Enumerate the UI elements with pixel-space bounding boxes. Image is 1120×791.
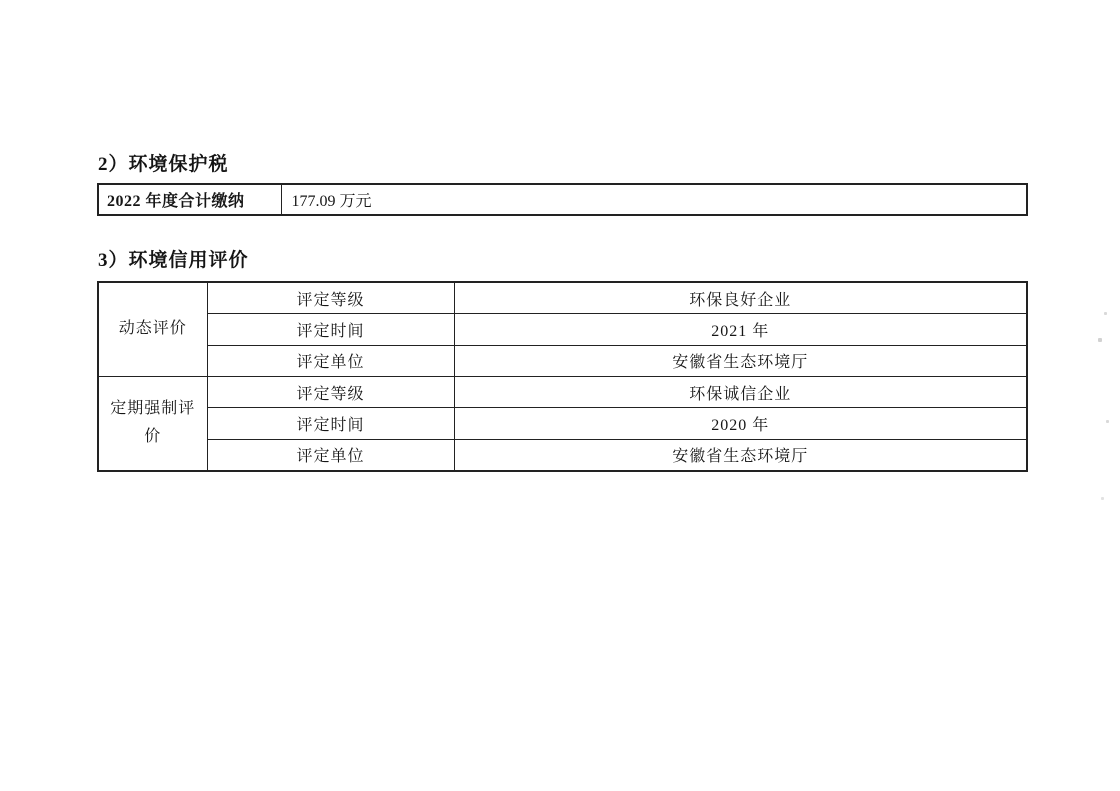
credit-table-row — [98, 282, 1027, 314]
credit-attr-label: 评定等级 — [207, 376, 454, 407]
credit-table-row — [98, 376, 1027, 407]
credit-attr-label: 评定时间 — [207, 408, 454, 439]
credit-attr-label: 评定单位 — [207, 439, 454, 471]
scan-noise-speck — [1098, 338, 1102, 342]
credit-attr-value: 安徽省生态环境厅 — [454, 345, 1027, 376]
scan-noise-speck — [1101, 497, 1104, 500]
section-heading-environmental-credit: 3）环境信用评价 — [98, 250, 249, 271]
scan-noise-speck — [1106, 420, 1109, 423]
credit-table-row — [98, 345, 1027, 376]
credit-attr-value: 环保良好企业 — [454, 282, 1027, 314]
credit-table-row — [98, 439, 1027, 471]
credit-attr-value: 环保诚信企业 — [454, 376, 1027, 407]
credit-attr-label: 评定等级 — [207, 282, 454, 314]
credit-attr-value: 2021 年 — [454, 314, 1027, 345]
credit-group-periodic-mandatory-evaluation: 定期强制评价 — [98, 376, 207, 471]
credit-attr-label: 评定单位 — [207, 345, 454, 376]
credit-table-row — [98, 314, 1027, 345]
credit-attr-value: 安徽省生态环境厅 — [454, 439, 1027, 471]
tax-table-row — [98, 184, 1027, 215]
credit-group-dynamic-evaluation: 动态评价 — [98, 282, 207, 376]
tax-table — [97, 183, 1028, 216]
credit-table-row — [98, 408, 1027, 439]
tax-row-value: 177.09 万元 — [281, 184, 1027, 215]
scan-noise-speck — [1104, 312, 1107, 315]
credit-attr-value: 2020 年 — [454, 408, 1027, 439]
credit-table — [97, 281, 1028, 472]
tax-row-label: 2022 年度合计缴纳 — [98, 184, 281, 215]
section-heading-environmental-tax: 2）环境保护税 — [98, 154, 229, 175]
credit-attr-label: 评定时间 — [207, 314, 454, 345]
